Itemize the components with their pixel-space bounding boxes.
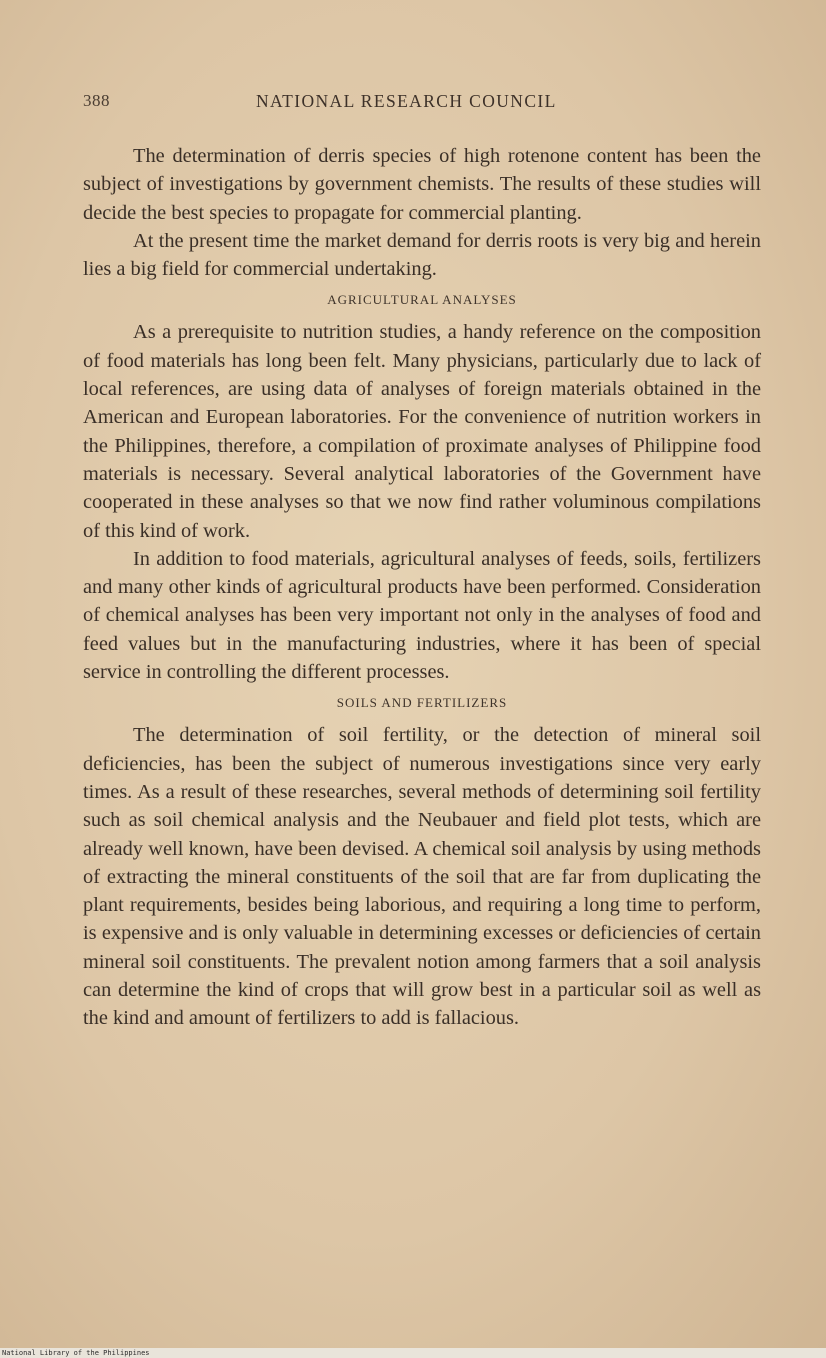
section-heading-soils-fertilizers: SOILS AND FERTILIZERS — [336, 695, 508, 711]
running-head — [83, 91, 598, 115]
library-watermark: National Library of the Philippines — [0, 1348, 826, 1358]
section-heading-agricultural-analyses: AGRICULTURAL ANALYSES — [327, 292, 517, 308]
journal-title: NATIONAL RESEARCH COUNCIL — [256, 91, 557, 111]
paragraph-food-composition: As a prerequisite to nutrition studies, a handy reference on the composition of food materials has long been felt. Many physicians, particularly due to lack of local references, are using data of analyses of foreign materials obtained in the American and European laboratories. For the convenience of nutrition workers in the Philippines, therefore, a compilation of proximate analyses of Philippine food materials is necessary. Several analytical laboratories of the Government have cooperated in these analyses so that we now find rather voluminous compilations of this kind of work. — [83, 321, 761, 542]
paragraph-derris-species: The determination of derris species of high rotenone content has been the subject of investigations by government chemists. The results of these studies will decide the best species to propagate for commercial planting. — [83, 145, 761, 224]
paragraph-market-demand: At the present time the market demand for derris roots is very big and herein lies a big field for commercial undertaking. — [83, 229, 761, 281]
body-text — [83, 142, 761, 1033]
paragraph-soil-fertility: The determination of soil fertility, or the detection of mineral soil deficiencies, has been the subject of numerous investigations since very early times. As a result of these researches, several methods of determining soil fertility such as soil chemical analysis and the Neubauer and field plot tests, which are already well known, have been devised. A chemical soil analysis by using methods of extracting the mineral constituents of the soil that are far from duplicating the plant requirements, besides being laborious, and requiring a long time to perform, is expensive and is only valuable in determining excesses or deficiencies of certain mineral soil constituents. The prevalent notion among farmers that a soil analysis can determine the kind of crops that will grow best in a particular soil as well as the kind and amount of fertilizers to add is fallacious. — [83, 724, 761, 1030]
paragraph-agricultural-analyses: In addition to food materials, agricultural analyses of feeds, soils, fertilizers and many other kinds of agricultural products have been performed. Consideration of chemical analyses has been very important not only in the analyses of food and feed values but in the manufacturing industries, where it has been of special service in controlling the different processes. — [83, 547, 761, 684]
page-number: 388 — [83, 91, 110, 110]
